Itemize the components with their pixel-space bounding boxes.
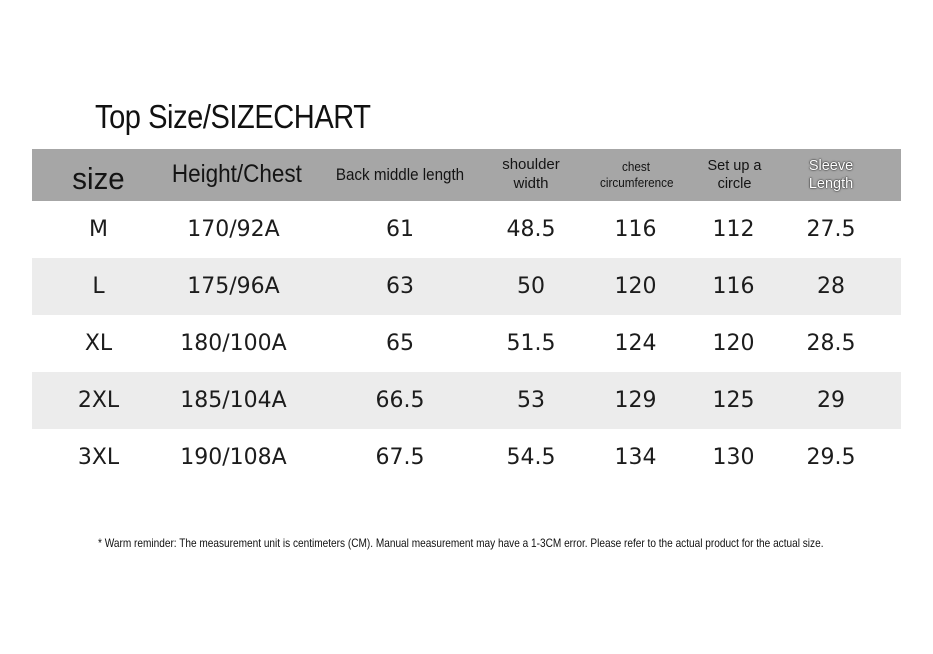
- cell-back-middle-length: 66.5: [375, 388, 425, 413]
- table-header-row: [32, 149, 901, 201]
- cell-height-chest: 175/96A: [187, 274, 280, 299]
- warm-reminder-note: * Warm reminder: The measurement unit is centimeters (CM). Manual measurement may have a 1-3CM error. Please refer to the actual product for the actual size.: [98, 536, 824, 550]
- cell-chest-circumference: 116: [614, 217, 657, 242]
- cell-shoulder-width: 54.5: [506, 445, 556, 470]
- cell-chest-circumference: 124: [614, 331, 657, 356]
- cell-height-chest: 170/92A: [187, 217, 280, 242]
- cell-size: L: [92, 274, 105, 299]
- cell-sleeve-length: 29: [817, 388, 845, 413]
- header-height-chest: Height/Chest: [171, 160, 302, 189]
- page-title: Top Size/SIZECHART: [95, 98, 371, 135]
- table-row: [32, 429, 901, 486]
- cell-size: M: [89, 217, 108, 242]
- cell-set-up-a-circle: 130: [712, 445, 755, 470]
- table-row: [32, 315, 901, 372]
- cell-back-middle-length: 65: [386, 331, 414, 356]
- cell-set-up-a-circle: 112: [712, 217, 755, 242]
- cell-shoulder-width: 50: [517, 274, 545, 299]
- cell-shoulder-width: 48.5: [506, 217, 556, 242]
- cell-back-middle-length: 67.5: [375, 445, 425, 470]
- cell-height-chest: 185/104A: [180, 388, 287, 413]
- cell-height-chest: 180/100A: [180, 331, 287, 356]
- cell-shoulder-width: 53: [517, 388, 545, 413]
- cell-set-up-a-circle: 125: [712, 388, 755, 413]
- cell-sleeve-length: 28: [817, 274, 845, 299]
- cell-size: 2XL: [77, 388, 120, 413]
- cell-shoulder-width: 51.5: [506, 331, 556, 356]
- cell-height-chest: 190/108A: [180, 445, 287, 470]
- header-sleeve-length: Sleeve Length: [808, 157, 854, 192]
- header-shoulder-width: shoulder width: [502, 156, 560, 192]
- cell-chest-circumference: 134: [614, 445, 657, 470]
- header-back-middle-length: Back middle length: [335, 165, 465, 184]
- cell-sleeve-length: 28.5: [806, 331, 856, 356]
- table-row: [32, 258, 901, 315]
- header-chest-circumference: chest circumference: [599, 158, 673, 190]
- cell-size: XL: [84, 331, 113, 356]
- cell-set-up-a-circle: 116: [712, 274, 755, 299]
- cell-size: 3XL: [77, 445, 120, 470]
- cell-chest-circumference: 129: [614, 388, 657, 413]
- cell-sleeve-length: 27.5: [806, 217, 856, 242]
- size-chart-table: [32, 149, 901, 486]
- cell-set-up-a-circle: 120: [712, 331, 755, 356]
- cell-chest-circumference: 120: [614, 274, 657, 299]
- cell-sleeve-length: 29.5: [806, 445, 856, 470]
- table-row: [32, 372, 901, 429]
- cell-back-middle-length: 63: [386, 274, 414, 299]
- cell-back-middle-length: 61: [386, 217, 414, 242]
- header-set-up-a-circle: Set up a circle: [707, 157, 762, 192]
- header-size: size: [72, 160, 125, 196]
- table-row: [32, 201, 901, 258]
